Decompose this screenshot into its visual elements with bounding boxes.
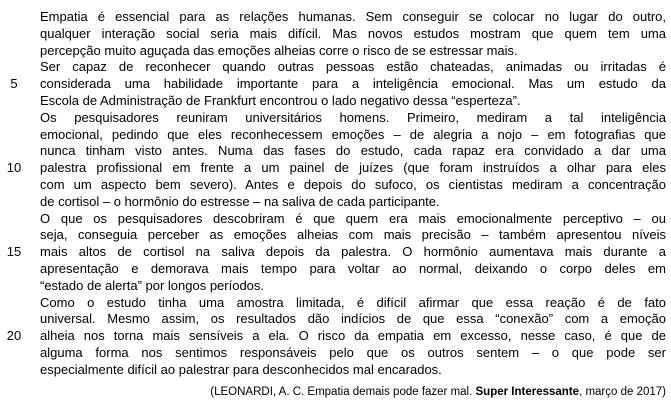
passage-line (0, 328, 666, 345)
passage-line (0, 194, 666, 211)
line-text: Como o estudo tinha uma amostra limitada, é difícil afirmar que essa reação é de fato (40, 294, 666, 310)
line-text: Ser capaz de reconhecer quando outras pessoas estão chateadas, animadas ou irritadas é (40, 59, 666, 75)
citation (0, 385, 666, 399)
passage-line (0, 244, 666, 261)
line-text: alguma forma nos sentimos responsáveis pelo que os outros sentem – o que pode ser (40, 344, 666, 360)
passage-line (0, 278, 666, 295)
citation-prefix: (LEONARDI, A. C. Empatia demais pode fazer mal. (210, 385, 476, 398)
line-text: Escola de Administração de Frankfurt encontrou o lado negativo dessa “esperteza”. (40, 92, 521, 108)
line-text: “estado de alerta” por longos períodos. (40, 277, 265, 293)
line-number: 10 (6, 160, 22, 176)
line-text: com um aspecto bem severo). Antes e depois do sufoco, os cientistas mediram a concentração (40, 176, 666, 192)
line-text: considerada uma habilidade importante para a inteligência emocional. Mas um estudo da (40, 76, 666, 92)
line-text: palestra profissional em frente a um painel de juízes (que foram instruídos a olhar para eles (40, 160, 666, 176)
line-text: Empatia é essencial para as relações humanas. Sem conseguir se colocar no lugar do outro, (40, 9, 666, 24)
line-text: alheia nos torna mais sensíveis a ela. O risco da empatia em excesso, nesse caso, é que de (40, 328, 666, 344)
line-text: percepção muito aguçada das emoções alheias corre o risco de se estressar mais. (40, 42, 518, 58)
line-text: Os pesquisadores reuniram universitários homens. Primeiro, mediram a tal inteligência (40, 109, 666, 125)
passage-line (0, 59, 666, 76)
line-text: apresentação e demorava mais tempo para voltar ao normal, deixando o corpo deles em (40, 260, 666, 276)
passage-line (0, 362, 666, 379)
line-number: 5 (10, 76, 18, 92)
passage-line (0, 211, 666, 228)
line-text: O que os pesquisadores descobriram é que quem era mais emocionalmente perceptivo – ou (40, 210, 666, 226)
line-text: especialmente difícil ao palestrar para desconhecidos mal encarados. (40, 361, 442, 377)
line-number: 20 (6, 328, 22, 344)
passage-line (0, 160, 666, 177)
passage-text (0, 9, 666, 379)
line-text: qualquer interação social seria mais difícil. Mas novos estudos mostram que quem tem uma (40, 25, 666, 41)
passage-line (0, 177, 666, 194)
citation-suffix: , março de 2017) (579, 385, 666, 398)
passage-line (0, 311, 666, 328)
line-text: de cortisol – o hormônio do estresse – na saliva de cada participante. (40, 193, 440, 209)
passage-line (0, 143, 666, 160)
line-text: emocional, pedindo que eles reconhecessem emoções – de alegria a nojo – em fotografias que (40, 126, 666, 142)
passage-line (0, 261, 666, 278)
passage-line (0, 9, 666, 26)
passage-line (0, 345, 666, 362)
line-number: 15 (6, 244, 22, 260)
passage-line (0, 26, 666, 43)
line-text: universal. Mesmo assim, os resultados dão indícios de que essa “conexão” com a emoção (40, 311, 666, 327)
passage-line (0, 76, 666, 93)
passage-line (0, 127, 666, 144)
line-text: mais altos de cortisol na saliva depois da palestra. O hormônio aumentava mais durante a (40, 244, 666, 260)
passage-line (0, 295, 666, 312)
citation-source: Super Interessante (475, 385, 580, 398)
line-text: nunca tinham visto antes. Numa das fases do estudo, cada rapaz era convidado a dar uma (40, 143, 666, 159)
passage-line (0, 227, 666, 244)
passage-line (0, 43, 666, 60)
passage-line (0, 93, 666, 110)
passage-line (0, 110, 666, 127)
line-text: seja, conseguia perceber as emoções alheias com mais precisão – também apresentou níveis (40, 227, 666, 243)
